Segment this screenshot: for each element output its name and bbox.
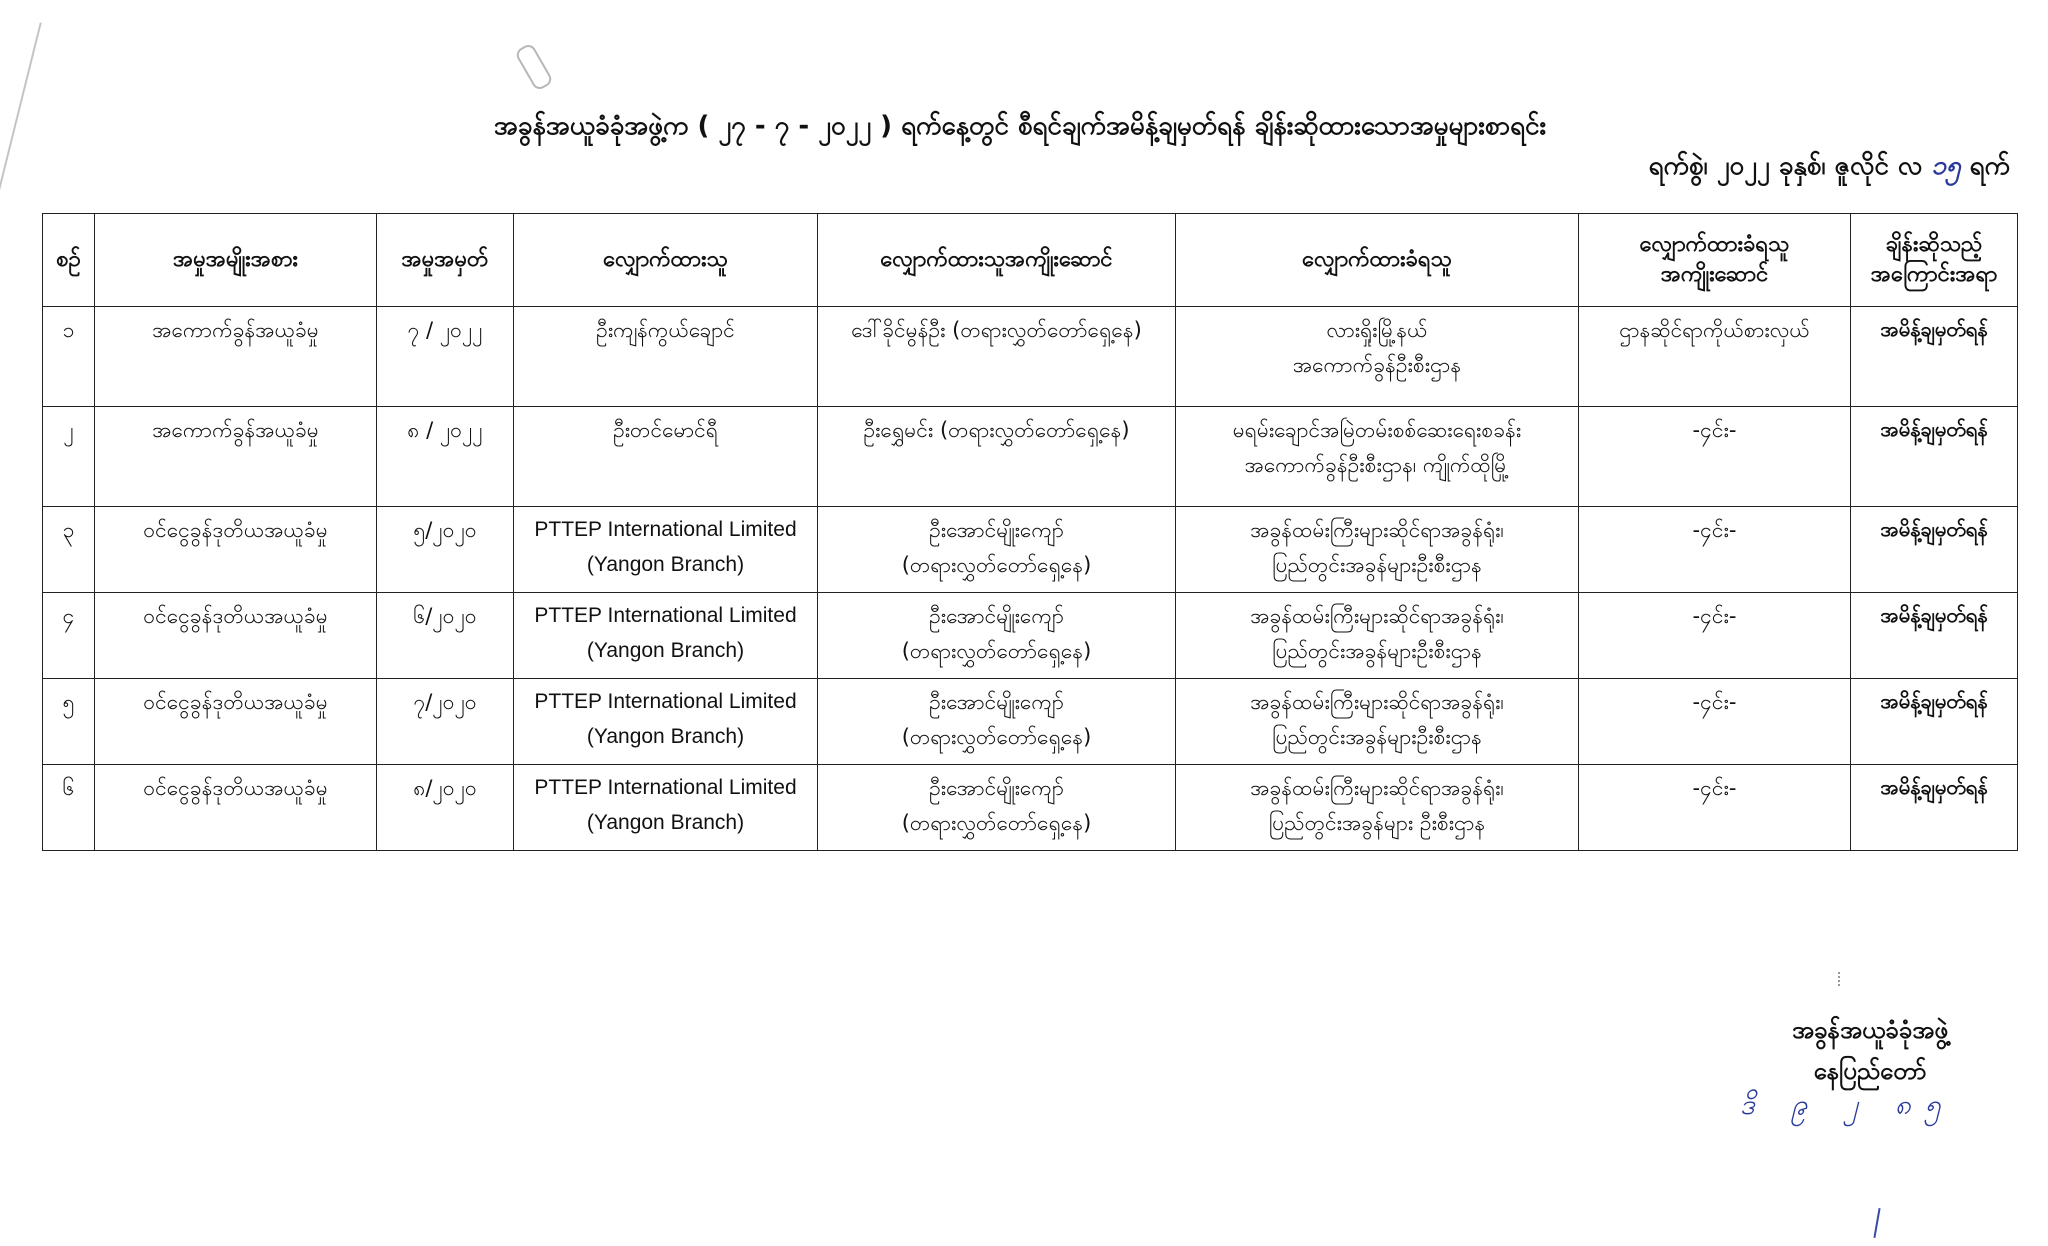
table-row (43, 407, 2018, 507)
cell-respondent-rep: -၄င်း- (1579, 593, 1851, 679)
cell-appellant-rep (818, 679, 1176, 765)
cell-appellant-rep (818, 507, 1176, 593)
cell-no: ၃ (43, 507, 95, 593)
cell-purpose: အမိန့်ချမှတ်ရန် (1851, 679, 2018, 765)
cell-respondent-rep: -၄င်း- (1579, 507, 1851, 593)
cell-case-type: အကောက်ခွန်အယူခံမှု (95, 307, 377, 407)
cell-case-type: အကောက်ခွန်အယူခံမှု (95, 407, 377, 507)
appellant-line: PTTEP International Limited (534, 690, 797, 713)
appellant-line: (Yangon Branch) (586, 638, 745, 662)
table-row (43, 593, 2018, 679)
cell-respondent (1176, 765, 1579, 851)
handwritten-signature: ဒိ ၉ ၂ ၈၅ (1740, 1088, 1955, 1121)
appellant-line: PTTEP International Limited (534, 776, 797, 799)
table-row (43, 765, 2018, 851)
paperclip-mark (514, 42, 554, 92)
appellant-rep-line: ဦးအောင်မျိုးကျော် (929, 690, 1064, 714)
cell-appellant-rep (818, 765, 1176, 851)
scan-edge-mark (0, 22, 42, 197)
pen-stroke-mark (1873, 1208, 1880, 1238)
cell-case-type: ဝင်ငွေခွန်ဒုတိယအယူခံမှု (95, 507, 377, 593)
cell-case-no: ၆/၂၀၂၀ (377, 593, 514, 679)
appellant-rep-line: (တရားလွှတ်တော်ရှေ့နေ) (901, 552, 1092, 577)
date-day-handwritten: ၁၅ (1931, 151, 1961, 181)
header-case-no: အမှုအမှတ် (377, 214, 514, 307)
case-list-table (42, 213, 2018, 851)
cell-no: ၄ (43, 593, 95, 679)
cell-appellant (514, 679, 818, 765)
cell-purpose: အမိန့်ချမှတ်ရန် (1851, 593, 2018, 679)
header-purpose: ချိန်းဆိုသည့် အကြောင်းအရာ (1851, 214, 2018, 307)
cell-case-no: ၇/၂၀၂၀ (377, 679, 514, 765)
header-no: စဉ် (43, 214, 95, 307)
respondent-line: လားရှိုးမြို့နယ် (1326, 318, 1428, 342)
cell-respondent-rep: -၄င်း- (1579, 679, 1851, 765)
header-respondent-rep: လျှောက်ထားခံရသူ အကျိုးဆောင် (1579, 214, 1851, 307)
cell-no: ၆ (43, 765, 95, 851)
cell-case-no: ၅/၂၀၂၀ (377, 507, 514, 593)
cell-appellant: ဦးကျန်ကွယ်ချောင် (514, 307, 818, 407)
appellant-rep-line: (တရားလွှတ်တော်ရှေ့နေ) (901, 810, 1092, 835)
cell-case-type: ဝင်ငွေခွန်ဒုတိယအယူခံမှု (95, 679, 377, 765)
appellant-line: (Yangon Branch) (586, 810, 745, 834)
cell-respondent-rep: -၄င်း- (1579, 407, 1851, 507)
page-title: အခွန်အယူခံခုံအဖွဲ့က ( ၂၇ - ၇ - ၂၀၂၂ ) ရက်နေ့တွင် စီရင်ချက်အမိန့်ချမှတ်ရန် ချိန်းဆိုထားသောအမှုများစာရင်း (493, 111, 1547, 141)
appellant-rep-line: ဦးအောင်မျိုးကျော် (929, 776, 1064, 800)
cell-purpose: အမိန့်ချမှတ်ရန် (1851, 307, 2018, 407)
cell-purpose: အမိန့်ချမှတ်ရန် (1851, 765, 2018, 851)
cell-case-no: ၈ / ၂၀၂၂ (377, 407, 514, 507)
respondent-line: ပြည်တွင်းအခွန်များ ဦးစီးဌာန (1268, 810, 1486, 835)
respondent-line: အခွန်ထမ်းကြီးများဆိုင်ရာအခွန်ရုံး၊ (1250, 518, 1504, 542)
respondent-line: အခွန်ထမ်းကြီးများဆိုင်ရာအခွန်ရုံး၊ (1250, 690, 1504, 714)
signature-org: အခွန်အယူခံခုံအဖွဲ့ (1791, 1016, 1949, 1044)
cell-purpose: အမိန့်ချမှတ်ရန် (1851, 507, 2018, 593)
appellant-line: (Yangon Branch) (586, 724, 745, 748)
cell-case-no: ၇ / ၂၀၂၂ (377, 307, 514, 407)
date-prefix: ရက်စွဲ၊ ၂၀၂၂ ခုနှစ်၊ ဇူလိုင် လ (1648, 151, 1923, 181)
cell-appellant (514, 507, 818, 593)
appellant-rep-line: (တရားလွှတ်တော်ရှေ့နေ) (901, 638, 1092, 663)
cell-case-type: ဝင်ငွေခွန်ဒုတိယအယူခံမှု (95, 765, 377, 851)
scan-dots-mark (1838, 972, 1848, 986)
header-respondent: လျှောက်ထားခံရသူ (1176, 214, 1579, 307)
appellant-rep-line: ဦးအောင်မျိုးကျော် (929, 604, 1064, 628)
cell-respondent (1176, 679, 1579, 765)
cell-appellant: ဦးတင်မောင်ရီ (514, 407, 818, 507)
date-suffix: ရက် (1969, 151, 2010, 181)
cell-no: ၅ (43, 679, 95, 765)
respondent-line: အခွန်ထမ်းကြီးများဆိုင်ရာအခွန်ရုံး၊ (1250, 604, 1504, 628)
respondent-line: ပြည်တွင်းအခွန်များဦးစီးဌာန (1272, 552, 1482, 577)
table-row (43, 679, 2018, 765)
table-row (43, 307, 2018, 407)
cell-no: ၁ (43, 307, 95, 407)
appellant-line: PTTEP International Limited (534, 518, 797, 541)
respondent-line: ပြည်တွင်းအခွန်များဦးစီးဌာန (1272, 638, 1482, 663)
cell-appellant-rep (818, 593, 1176, 679)
cell-purpose: အမိန့်ချမှတ်ရန် (1851, 407, 2018, 507)
cell-appellant (514, 765, 818, 851)
cell-appellant-rep: ဒေါ်ခိုင်မွန်ဦး (တရားလွှတ်တော်ရှေ့နေ) (818, 307, 1176, 407)
respondent-line: အကောက်ခွန်ဦးစီးဌာန၊ ကျိုက်ထိုမြို့ (1244, 452, 1510, 477)
cell-case-type: ဝင်ငွေခွန်ဒုတိယအယူခံမှု (95, 593, 377, 679)
appellant-rep-line: (တရားလွှတ်တော်ရှေ့နေ) (901, 724, 1092, 749)
cell-respondent (1176, 593, 1579, 679)
document-date (1649, 148, 2010, 187)
cell-respondent (1176, 507, 1579, 593)
respondent-line: အခွန်ထမ်းကြီးများဆိုင်ရာအခွန်ရုံး၊ (1250, 776, 1504, 800)
signature-city: နေပြည်တော် (1813, 1056, 1927, 1085)
cell-respondent-rep: ဌာနဆိုင်ရာကိုယ်စားလှယ် (1579, 307, 1851, 407)
cell-respondent (1176, 307, 1579, 407)
header-appellant-rep: လျှောက်ထားသူအကျိုးဆောင် (818, 214, 1176, 307)
signature-block (1760, 1010, 1980, 1092)
appellant-line: (Yangon Branch) (586, 552, 745, 576)
cell-case-no: ၈/၂၀၂၀ (377, 765, 514, 851)
cell-appellant (514, 593, 818, 679)
cell-no: ၂ (43, 407, 95, 507)
appellant-rep-line: ဦးအောင်မျိုးကျော် (929, 518, 1064, 542)
cell-respondent (1176, 407, 1579, 507)
appellant-line: PTTEP International Limited (534, 604, 797, 627)
table-header-row (43, 214, 2018, 307)
respondent-line: အကောက်ခွန်ဦးစီးဌာန (1292, 352, 1462, 377)
cell-appellant-rep: ဦးရွှေမင်း (တရားလွှတ်တော်ရှေ့နေ) (818, 407, 1176, 507)
cell-respondent-rep: -၄င်း- (1579, 765, 1851, 851)
respondent-line: မရမ်းချောင်အမြဲတမ်းစစ်ဆေးရေးစခန်း (1232, 418, 1522, 442)
respondent-line: ပြည်တွင်းအခွန်များဦးစီးဌာန (1272, 724, 1482, 749)
header-appellant: လျှောက်ထားသူ (514, 214, 818, 307)
table-row (43, 507, 2018, 593)
header-case-type: အမှုအမျိုးအစား (95, 214, 377, 307)
